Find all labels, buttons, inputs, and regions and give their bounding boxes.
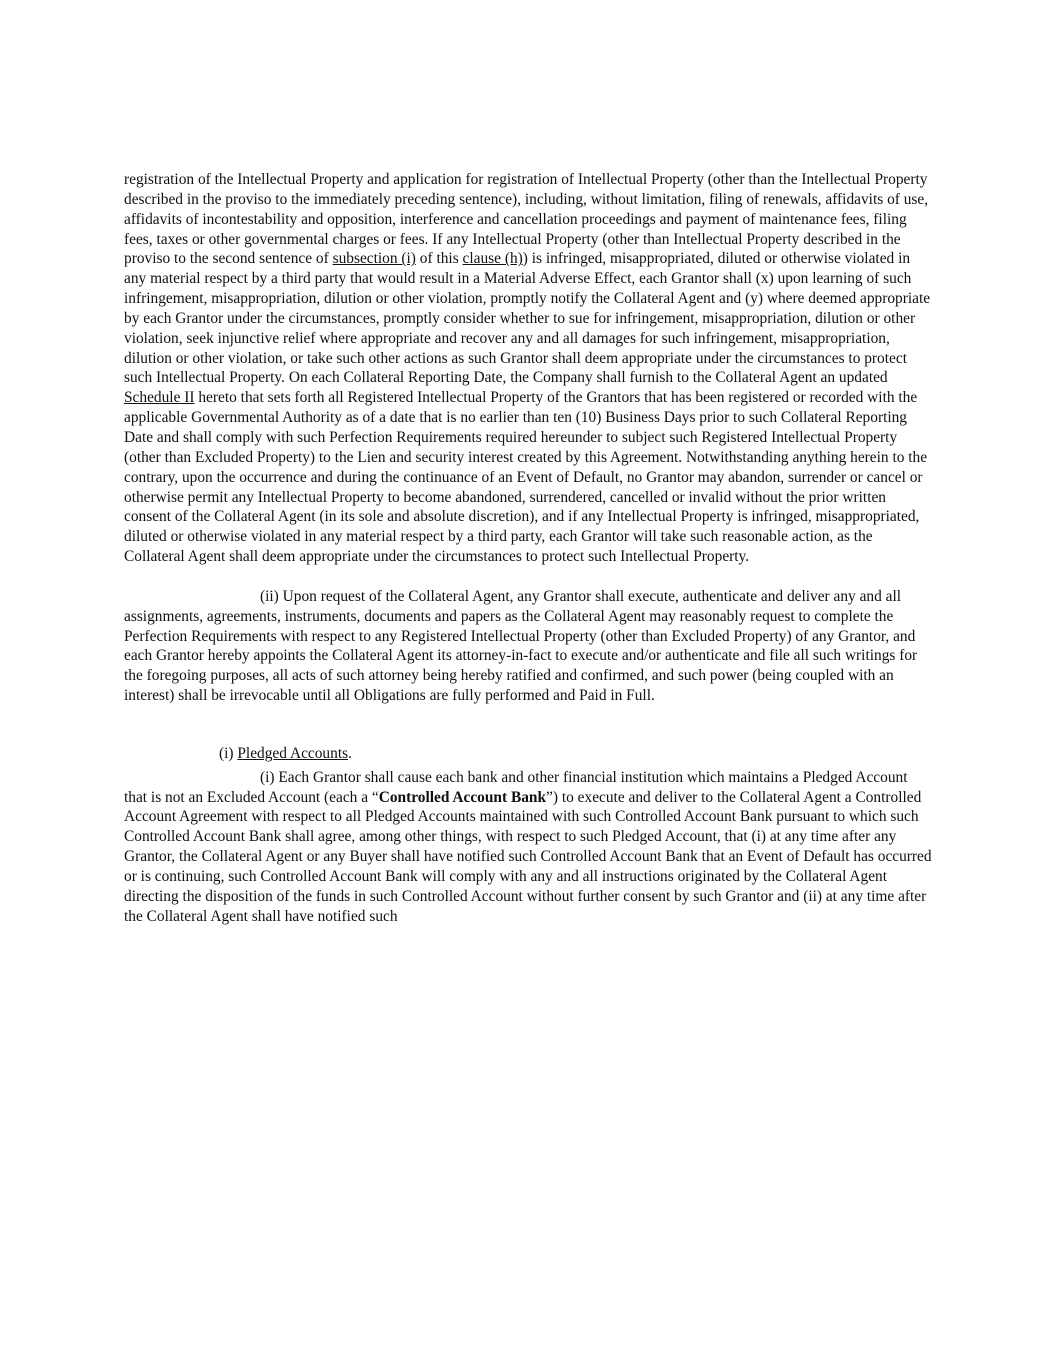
paragraph-text: ) is infringed, misappropriated, diluted or otherwise violated in any material respect by a third party that would result in a Material Adverse Effect, each Grantor shall (x) upon learning of such infringement, misappropriation, dilution or other violation, promptly notify the Collateral Agent and (y) where deemed appropriate by each Grantor under the circumstances, promptly consider whether to sue for infringement, misappropriation, dilution or other violation, seek injunctive relief where appropriate and recover any and all damages for such infringement, misappropriation, dilution or other violation, or take such other actions as such Grantor shall deem appropriate under the circumstances to protect such Intellectual Property. On each Collateral Reporting Date, the Company shall furnish to the Collateral Agent an updated bbox=[124, 250, 931, 387]
paragraph-text: registration of the Intellectual Property and application for registration of Intellectual Property (other than the Intellectual Property described in the proviso to the immediately preceding sentence), including, without limitation, filing of renewals, affidavits of use, affidavits of incontestability and opposition, interference and cancellation proceedings and payment of maintenance fees, filing fees, taxes or other governmental charges or fees. If any Intellectual Property (other than Intellectual Property described in the proviso to the second sentence of bbox=[124, 171, 929, 268]
paragraph-text: (i) Each Grantor shall cause each bank and other financial institution which maintains a Pledged Account that is not an Excluded Account (each a “ bbox=[124, 768, 908, 806]
clause-reference: clause (h) bbox=[462, 250, 523, 268]
document-page bbox=[124, 170, 934, 927]
paragraph-text: ”) to execute and deliver to the Collateral Agent a Controlled Account Agreement with respect to all Pledged Accounts maintained with such Controlled Account Bank pursuant to which such Controlled Account Bank shall agree, among other things, with respect to such Pledged Account, that (i) at any time after any Grantor, the Collateral Agent or any Buyer shall have notified such Controlled Account Bank that an Event of Default has occurred or is continuing, such Controlled Account Bank will comply with any and all instructions originated by the Collateral Agent directing the disposition of the funds in such Controlled Account without further consent by such Grantor and (ii) at any time after the Collateral Agent shall have notified such bbox=[124, 788, 932, 925]
paragraph-ip-registration bbox=[124, 170, 934, 567]
section-title-period: . bbox=[348, 744, 352, 762]
paragraph-ii-perfection bbox=[124, 587, 934, 706]
section-heading-pledged-accounts bbox=[124, 744, 934, 764]
section-title: Pledged Accounts bbox=[237, 744, 349, 762]
paragraph-text: of this bbox=[415, 250, 463, 268]
paragraph-text: (ii) Upon request of the Collateral Agent, any Grantor shall execute, authenticate and deliver any and all assignments, agreements, instruments, documents and papers as the Collateral Agent may reasonably request to complete the Perfection Requirements with respect to any Registered Intellectual Property (other than Excluded Property) of any Grantor, and each Grantor hereby appoints the Collateral Agent its attorney-in-fact to execute and/or authenticate and file all such writings for the foregoing purposes, all acts of such attorney being hereby ratified and confirmed, and such power (being coupled with an interest) shall be irrevocable until all Obligations are fully performed and Paid in Full. bbox=[124, 587, 918, 705]
section-number: (i) bbox=[219, 744, 238, 762]
subsection-reference: subsection (i) bbox=[332, 250, 416, 268]
defined-term: Controlled Account Bank bbox=[378, 788, 547, 806]
paragraph-text: hereto that sets forth all Registered Intellectual Property of the Grantors that has been registered or recorded with the applicable Governmental Authority as of a date that is no earlier than ten (10) Business Days prior to such Collateral Reporting Date and shall comply with such Perfection Requirements required hereunder to subject such Registered Intellectual Property (other than Excluded Property) to the Lien and security interest created by this Agreement. Notwithstanding anything herein to the contrary, upon the occurrence and during the continuance of an Event of Default, no Grantor may abandon, surrender or cancel or otherwise permit any Intellectual Property to become abandoned, surrendered, cancelled or invalid without the prior written consent of the Collateral Agent (in its sole and absolute discretion), and if any Intellectual Property is infringed, misappropriated, diluted or otherwise violated in any material respect by a third party, each Grantor will take such reasonable action, as the Collateral Agent shall deem appropriate under the circumstances to protect such Intellectual Property. bbox=[124, 389, 928, 566]
schedule-reference: Schedule II bbox=[124, 389, 195, 407]
paragraph-i-controlled-account bbox=[124, 768, 934, 927]
